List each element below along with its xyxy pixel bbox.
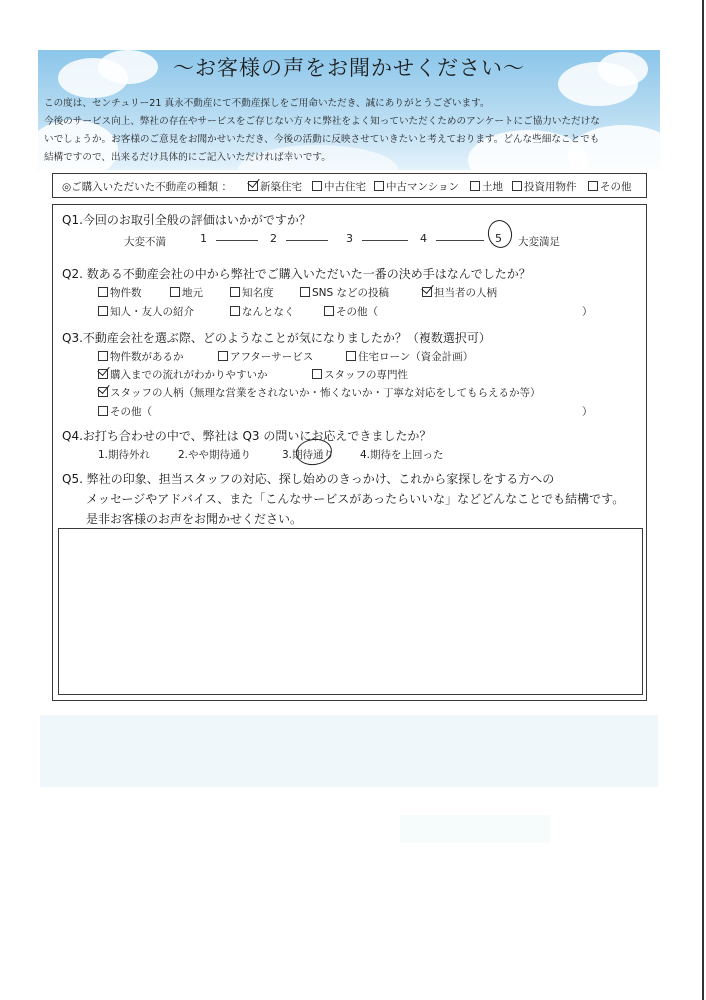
q2-option-referral[interactable]: 知人・友人の紹介 [98,304,194,319]
bleed-through-banner [40,715,658,787]
checkbox-icon [374,181,384,191]
intro-line-1: この度は、センチュリー21 真永不動産にて不動産探しをご用命いただき、誠にありがとうございます。 [44,98,490,109]
scale-line [286,240,328,241]
q1-high-label: 大変満足 [518,236,560,248]
q3-option-other[interactable]: その他（ [98,404,152,419]
q1-option-4[interactable]: 4 [420,232,427,245]
checkbox-icon [230,306,240,316]
page-title: 〜お客様の声をお聞かせください〜 [173,56,525,80]
q3-other-close: ） [582,406,593,418]
q2-option-property-count[interactable]: 物件数 [98,285,142,300]
q3-option-property-count[interactable]: 物件数があるか [98,349,184,364]
q2-option-local[interactable]: 地元 [170,285,203,300]
checkbox-icon [346,351,356,361]
checkbox-icon [312,369,322,379]
q1-option-2[interactable]: 2 [270,232,277,245]
checkbox-icon [512,181,522,191]
q1-question: Q1.今回のお取引全般の評価はいかがですか？ [62,213,311,227]
q2-other-close: ） [582,306,593,318]
q3-option-staff-personality[interactable]: スタッフの人柄（無理な営業をされないか・怖くないか・丁寧な対応をしてもらえるか等） [98,385,541,400]
q5-answer-box[interactable] [58,528,643,695]
q4-option-4[interactable]: 4.期待を上回った [360,449,444,461]
scan-edge [702,0,704,1000]
scale-line [362,240,408,241]
checkbox-icon [98,287,108,297]
q2-option-recognition[interactable]: 知名度 [230,285,274,300]
intro-line-2: 今後のサービス向上、弊社の存在やサービスをご存じない方々に弊社をよく知っていただくためのアンケートにご協力いただけな [44,116,600,127]
intro-line-3: いでしょうか。お客様のご意見をお聞かせいただき、今後の活動に反映させていきたいと考えております。どんな些細なことでも [44,134,600,145]
q1-option-5[interactable]: 5 [495,232,502,245]
q1-low-label: 大変不満 [124,236,166,248]
property-option-used-house[interactable]: 中古住宅 [312,179,366,194]
checkbox-icon [300,287,310,297]
bleed-through-mark [400,815,550,843]
property-option-investment[interactable]: 投資用物件 [512,179,577,194]
checkbox-icon [422,287,432,297]
checkbox-icon [230,287,240,297]
q5-question-line-1: Q5. 弊社の印象、担当スタッフの対応、探し始めのきっかけ、これから家探しをする方への [62,472,555,486]
scale-line [436,240,484,241]
scale-line [216,240,258,241]
checkbox-icon [98,306,108,316]
checkbox-icon [470,181,480,191]
q1-option-1[interactable]: 1 [200,232,207,245]
q4-option-1[interactable]: 1.期待外れ [98,449,151,461]
q3-option-after-service[interactable]: アフターサービス [218,349,313,364]
q2-question: Q2. 数ある不動産会社の中から弊社でご購入いただいた一番の決め手はなんでしたか？ [62,267,531,281]
checkbox-icon [248,181,258,191]
checkbox-icon [170,287,180,297]
checkbox-icon [98,387,108,397]
property-option-land[interactable]: 土地 [470,179,503,194]
q2-option-sns[interactable]: SNS などの投稿 [300,285,389,300]
q2-option-staff-personality[interactable]: 担当者の人柄 [422,285,497,300]
intro-line-4: 結構ですので、出来るだけ具体的にご記入いただければ幸いです。 [44,152,331,163]
q1-option-3[interactable]: 3 [346,232,353,245]
property-option-used-condo[interactable]: 中古マンション [374,179,459,194]
q4-question: Q4.お打ち合わせの中で、弊社は Q3 の問いにお応えできましたか？ [62,429,432,443]
checkbox-icon [588,181,598,191]
q3-option-purchase-flow[interactable]: 購入までの流れがわかりやすいか [98,367,268,382]
property-type-label: ◎ご購入いただいた不動産の種類 ： [62,181,232,193]
checkbox-icon [98,351,108,361]
q2-option-other[interactable]: その他（ [324,304,378,319]
checkbox-icon [312,181,322,191]
property-option-other[interactable]: その他 [588,179,632,194]
q3-option-staff-expertise[interactable]: スタッフの専門性 [312,367,408,382]
q4-option-2[interactable]: 2.やや期待通り [178,449,252,461]
checkbox-icon [98,406,108,416]
q2-option-no-reason[interactable]: なんとなく [230,304,295,319]
q5-question-line-2: メッセージやアドバイス、また「こんなサービスがあったらいいな」などどんなことでも結構です。 [86,492,625,506]
q3-question: Q3.不動産会社を選ぶ際、どのようなことが気になりましたか？（複数選択可） [62,331,491,345]
q3-option-loan[interactable]: 住宅ローン（資金計画） [346,349,473,364]
property-option-new-house[interactable]: 新築住宅 [248,179,302,194]
checkbox-icon [218,351,228,361]
checkbox-icon [324,306,334,316]
q4-option-3[interactable]: 3.期待通り [282,449,335,461]
checkbox-icon [98,369,108,379]
q5-question-line-3: 是非お客様のお声をお聞かせください。 [86,512,303,526]
